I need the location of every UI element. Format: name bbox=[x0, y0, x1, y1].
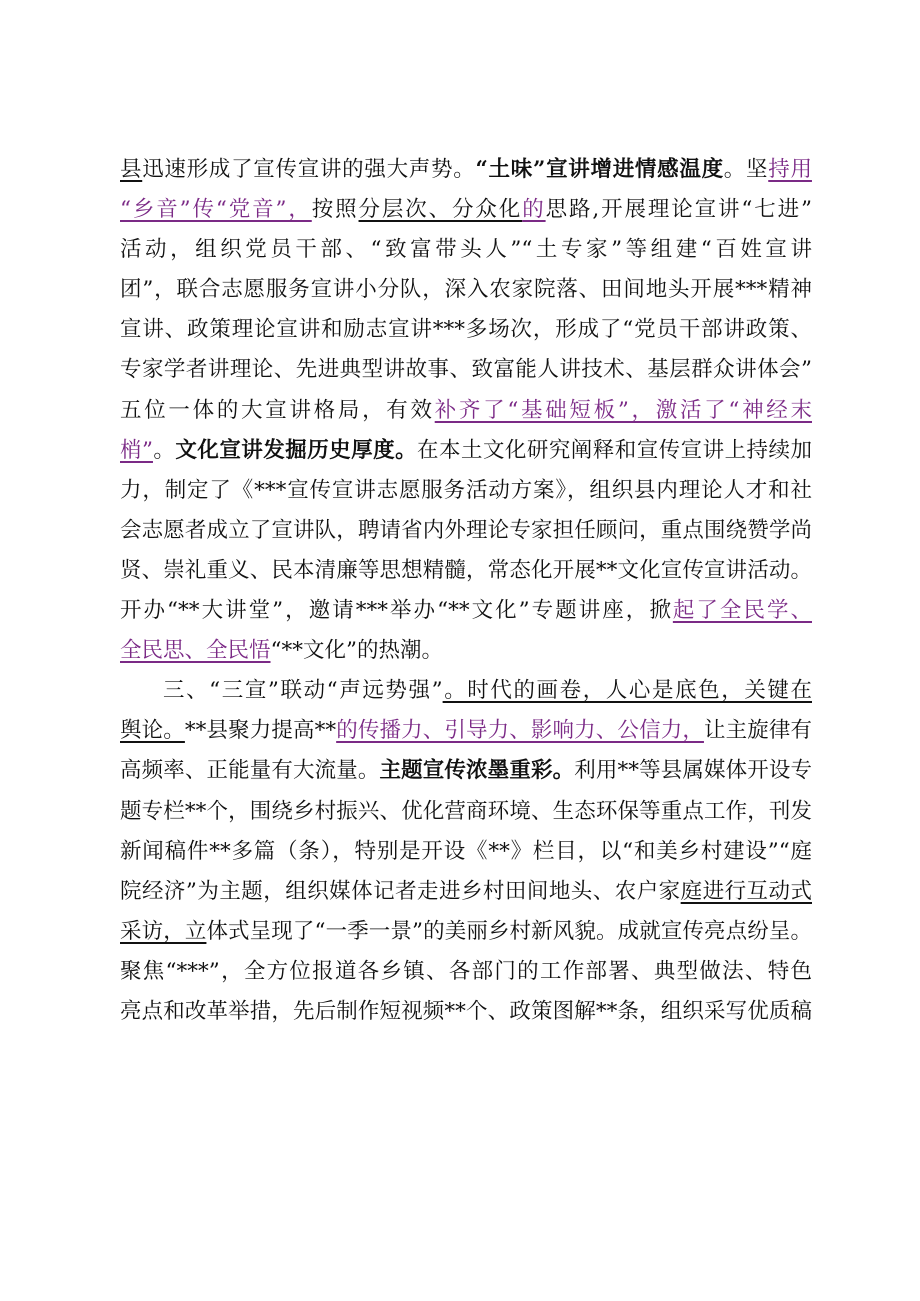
text-segment: 在本土文化研究阐释和宣传宣讲上持续加 bbox=[417, 437, 812, 463]
text-segment: 文化宣讲发掘历史厚度。 bbox=[175, 437, 418, 463]
text-line bbox=[120, 551, 812, 591]
text-line bbox=[120, 471, 812, 511]
text-segment: 会志愿者成立了宣讲队，聘请省内外理论专家担任顾问，重点围绕赞学尚 bbox=[120, 517, 812, 543]
text-segment: 。坚 bbox=[723, 157, 769, 182]
text-segment: 五位一体的大宣讲格局，有效 bbox=[120, 397, 435, 423]
hyperlink-text[interactable]: 起了全民学、 bbox=[672, 598, 812, 624]
document-body-text bbox=[120, 150, 812, 1032]
text-segment: 宣讲、政策理论宣讲和励志宣讲***多场次，形成了“党员干部讲政策、 bbox=[120, 317, 812, 343]
hyperlink-text[interactable]: 梢” bbox=[120, 437, 153, 463]
text-segment: 新闻稿件**多篇（条），特别是开设《**》栏目，以“和美乡村建设”“庭 bbox=[120, 838, 812, 864]
text-segment: 聚焦“***”，全方位报道各乡镇、各部门的工作部署、典型做法、特色 bbox=[120, 958, 812, 984]
text-line bbox=[120, 711, 812, 751]
text-line bbox=[120, 150, 812, 190]
text-segment: **县聚力提高** bbox=[184, 718, 337, 744]
text-segment: 分层次、分众化 bbox=[358, 197, 523, 223]
text-segment: 活动，组织党员干部、“致富带头人”“土专家”等组建“百姓宣讲 bbox=[120, 237, 812, 263]
text-segment: 力，制定了《***宣传宣讲志愿服务活动方案》，组织县内理论人才和社 bbox=[120, 477, 812, 503]
text-line bbox=[120, 792, 812, 832]
text-line bbox=[120, 631, 812, 671]
text-segment: “**文化”的热潮。 bbox=[270, 638, 443, 664]
text-line bbox=[120, 832, 812, 872]
text-segment: 。时代的画卷，人心是底色，关键在 bbox=[442, 678, 812, 704]
text-segment: 采访，立 bbox=[120, 918, 207, 944]
text-segment: 让主旋律有 bbox=[703, 718, 812, 744]
text-segment: 专家学者讲理论、先进典型讲故事、致富能人讲技术、基层群众讲体会” bbox=[120, 357, 812, 383]
text-segment: 高频率、正能量有大流量。 bbox=[120, 758, 380, 784]
hyperlink-text[interactable]: “乡音”传“党音”， bbox=[120, 197, 312, 223]
text-line bbox=[120, 671, 812, 711]
hyperlink-text[interactable]: 全民思、全民悟 bbox=[120, 638, 271, 664]
text-segment: 思路,开展理论宣讲“七进” bbox=[545, 197, 812, 223]
text-segment: 舆论。 bbox=[120, 718, 185, 744]
text-line bbox=[120, 310, 812, 350]
text-segment: 庭进行互动式 bbox=[680, 878, 812, 904]
text-segment: 主题宣传浓墨重彩。 bbox=[379, 758, 575, 784]
text-line bbox=[120, 270, 812, 310]
hyperlink-text[interactable]: 的 bbox=[522, 197, 546, 223]
text-line bbox=[120, 912, 812, 952]
text-segment: 利用**等县属媒体开设专 bbox=[574, 758, 812, 784]
text-line bbox=[120, 350, 812, 390]
text-line bbox=[120, 952, 812, 992]
text-segment: 贤、崇礼重义、民本清廉等思想精髓，常态化开展**文化宣传宣讲活动。 bbox=[120, 557, 812, 583]
text-line bbox=[120, 751, 812, 791]
text-segment: 团”，联合志愿服务宣讲小分队，深入农家院落、田间地头开展***精神 bbox=[120, 277, 812, 303]
text-segment: 。 bbox=[152, 437, 176, 463]
text-line bbox=[120, 992, 812, 1032]
text-segment: “土味”宣讲增进情感温度 bbox=[475, 157, 724, 182]
text-segment: 院经济”为主题，组织媒体记者走进乡村田间地头、农户家 bbox=[120, 878, 681, 904]
hyperlink-text[interactable]: 的传播力、引导力、影响力、公信力， bbox=[336, 718, 704, 744]
text-line bbox=[120, 511, 812, 551]
text-line bbox=[120, 391, 812, 431]
text-segment: 体式呈现了“一季一景”的美丽乡村新风貌。成就宣传亮点纷呈。 bbox=[206, 918, 812, 944]
text-line bbox=[120, 190, 812, 230]
hyperlink-text[interactable]: 补齐了“基础短板”，激活了“神经末 bbox=[434, 397, 812, 423]
text-segment: 按照 bbox=[311, 197, 359, 223]
text-segment: 开办“**大讲堂”，邀请***举办“**文化”专题讲座，掀 bbox=[120, 598, 673, 624]
text-segment: 三、“三宣”联动“声远势强” bbox=[163, 678, 443, 704]
text-line bbox=[120, 872, 812, 912]
text-line bbox=[120, 431, 812, 471]
text-segment: 迅速形成了宣传宣讲的强大声势。 bbox=[142, 157, 476, 182]
hyperlink-text[interactable]: 持用 bbox=[768, 157, 812, 182]
text-line bbox=[120, 230, 812, 270]
text-segment: 县 bbox=[120, 157, 143, 182]
text-segment: 亮点和改革举措，先后制作短视频**个、政策图解**条，组织采写优质稿 bbox=[120, 998, 812, 1024]
text-line bbox=[120, 591, 812, 631]
text-segment: 题专栏**个，围绕乡村振兴、优化营商环境、生态环保等重点工作，刊发 bbox=[120, 798, 812, 824]
